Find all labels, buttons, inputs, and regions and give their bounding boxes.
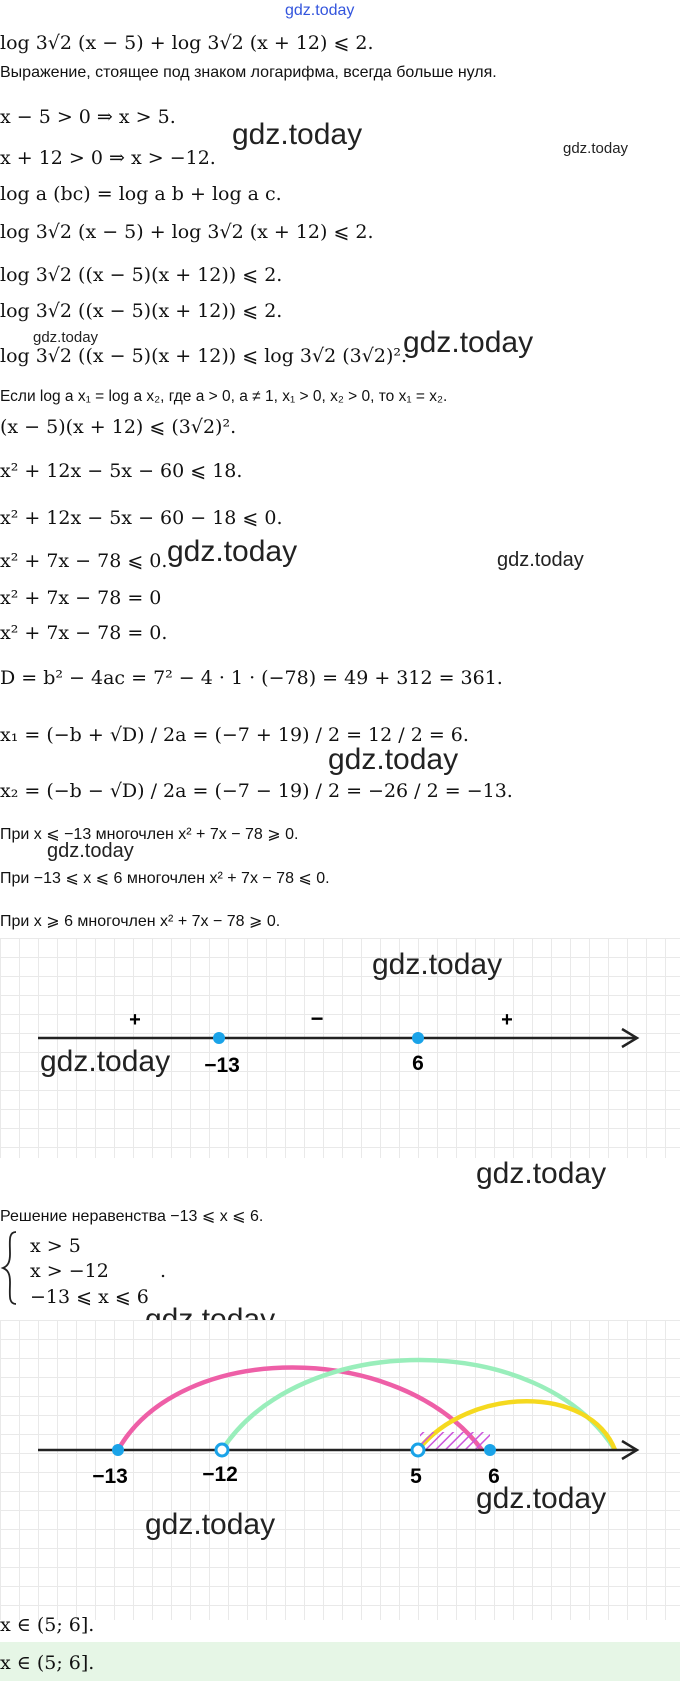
answer-text: x ∈ (5; 6]. xyxy=(0,1652,95,1674)
hatched-region xyxy=(420,1432,490,1450)
watermark: gdz.today xyxy=(497,549,584,571)
equation-line: log 3√2 ((x − 5)(x + 12)) ⩽ 2. xyxy=(0,300,283,322)
solution-text: Решение неравенства −13 ⩽ x ⩽ 6. xyxy=(0,1208,264,1225)
point-minus-13 xyxy=(112,1444,124,1456)
watermark: gdz.today xyxy=(145,1508,276,1541)
watermark: gdz.today xyxy=(328,743,459,776)
equation-line: x² + 12x − 5x − 60 − 18 ⩽ 0. xyxy=(0,507,283,529)
watermark: gdz.today xyxy=(476,1482,607,1515)
number-line-2 xyxy=(0,1320,680,1620)
equation-line: x₁ = (−b + √D) / 2a = (−7 + 19) / 2 = 12 / 2 = 6. xyxy=(0,724,469,746)
label-minus-13: −13 xyxy=(92,1465,128,1488)
system-line-3: −13 ⩽ x ⩽ 6 xyxy=(30,1286,149,1308)
point-5 xyxy=(412,1444,424,1456)
watermark: gdz.today xyxy=(563,140,629,157)
watermark: gdz.today xyxy=(403,326,534,359)
equation-line: x₂ = (−b − √D) / 2a = (−7 − 19) / 2 = −26 / 2 = −13. xyxy=(0,780,513,802)
equation-line: log a (bc) = log a b + log a c. xyxy=(0,183,282,205)
system-brace xyxy=(0,1228,30,1308)
watermark: gdz.today xyxy=(40,1045,171,1078)
label-minus-13: −13 xyxy=(204,1054,240,1077)
equation-line: x² + 7x − 78 = 0. xyxy=(0,622,168,644)
sign-plus-left: + xyxy=(129,1009,141,1031)
label-minus-12: −12 xyxy=(202,1463,238,1486)
system-line-2: x > −12 xyxy=(30,1260,109,1282)
sign-plus-right: + xyxy=(501,1009,513,1031)
watermark: gdz.today xyxy=(167,535,298,568)
equation-line: log 3√2 (x − 5) + log 3√2 (x + 12) ⩽ 2. xyxy=(0,221,374,243)
equation-line: x − 5 > 0 ⇒ x > 5. xyxy=(0,106,176,128)
text-line: При x ⩽ −13 многочлен x² + 7x − 78 ⩾ 0. xyxy=(0,826,299,843)
equation-line: x + 12 > 0 ⇒ x > −12. xyxy=(0,147,216,169)
label-6: 6 xyxy=(488,1465,500,1488)
equation-line: D = b² − 4ac = 7² − 4 · 1 · (−78) = 49 + 312 = 361. xyxy=(0,667,503,689)
text-line: Выражение, стоящее под знаком логарифма, всегда больше нуля. xyxy=(0,64,497,81)
equation-line: log 3√2 ((x − 5)(x + 12)) ⩽ log 3√2 (3√2)². xyxy=(0,345,408,367)
result-line: x ∈ (5; 6]. xyxy=(0,1614,95,1636)
watermark: gdz.today xyxy=(372,948,503,981)
equation-line: x² + 7x − 78 = 0 xyxy=(0,587,162,609)
watermark: gdz.today xyxy=(476,1157,607,1190)
sign-minus: − xyxy=(310,1006,324,1031)
watermark: gdz.today xyxy=(47,840,134,862)
equation-line: x² + 7x − 78 ⩽ 0. xyxy=(0,550,168,572)
point-6 xyxy=(484,1444,496,1456)
system-end: . xyxy=(160,1260,167,1282)
equation-line: x² + 12x − 5x − 60 ⩽ 18. xyxy=(0,460,243,482)
text-line: Если log a x₁ = log a x₂, где a > 0, a ≠ 1, x₁ > 0, x₂ > 0, то x₁ = x₂. xyxy=(0,388,448,405)
equation-line: (x − 5)(x + 12) ⩽ (3√2)². xyxy=(0,416,237,438)
text-line: При −13 ⩽ x ⩽ 6 многочлен x² + 7x − 78 ⩽ 0. xyxy=(0,870,330,887)
watermark: gdz.today xyxy=(33,329,99,346)
system-line-1: x > 5 xyxy=(30,1235,81,1257)
equation-line: log 3√2 ((x − 5)(x + 12)) ⩽ 2. xyxy=(0,264,283,286)
watermark: gdz.today xyxy=(232,118,363,151)
label-6: 6 xyxy=(412,1052,424,1075)
answer-box xyxy=(0,1642,680,1681)
point-minus-13 xyxy=(213,1032,225,1044)
point-minus-12 xyxy=(216,1444,228,1456)
watermark-top: gdz.today xyxy=(285,2,355,19)
point-6 xyxy=(412,1032,424,1044)
text-line: При x ⩾ 6 многочлен x² + 7x − 78 ⩾ 0. xyxy=(0,913,281,930)
label-5: 5 xyxy=(410,1465,422,1488)
equation-line: log 3√2 (x − 5) + log 3√2 (x + 12) ⩽ 2. xyxy=(0,32,374,54)
